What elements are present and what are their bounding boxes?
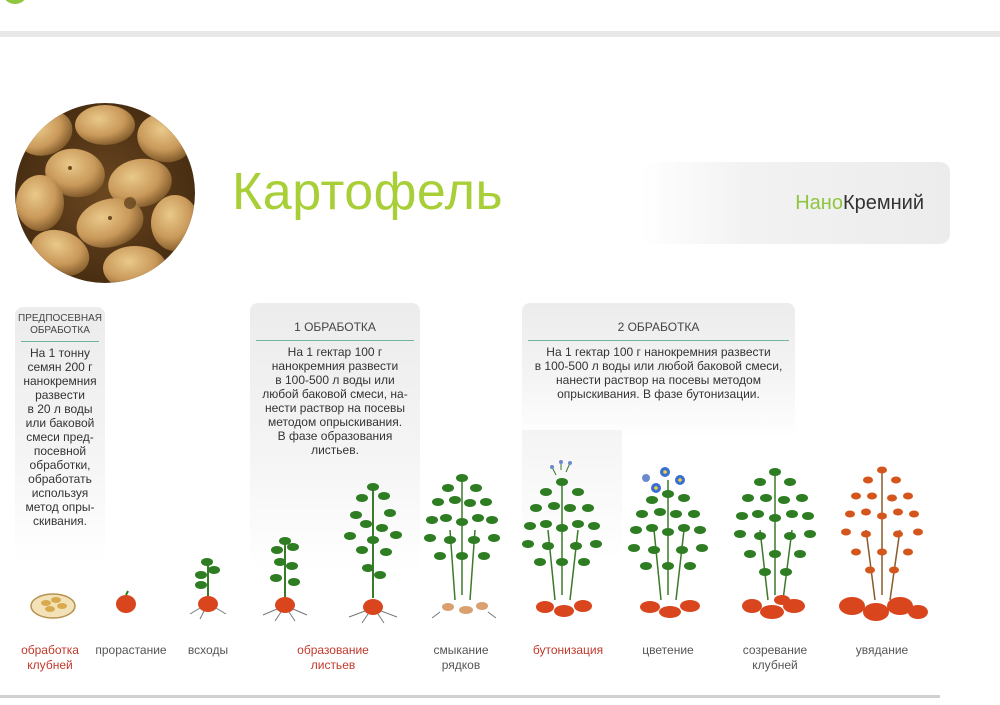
stage-label-tuber-treatment: обработка клубней [21,643,79,672]
stage-label-budding: бутонизация [532,643,604,657]
stage-leaf-formation-2 [344,483,402,623]
stage-tuber-ripening [734,468,816,619]
stage-label-leaf-formation: образование листьев [297,643,369,672]
stage-label-row-closure: смыкание рядков [433,643,489,672]
stage-label-emergence: всходы [187,643,229,657]
panel-pre-sowing-text: На 1 тонну семян 200 г нанокремния развести в 20 л воды или баковой смеси пред- посевной обработки, обработать используя метод опры- скивания. [23,346,97,528]
panel-second-treatment-text: На 1 гектар 100 г нанокремния развести в 100-500 л воды или любой баковой смеси, нанести раствор на посевы методом опрыскивания. В фазе бутонизации. [534,345,783,401]
stage-wilting [839,467,928,622]
bottom-divider [0,695,940,698]
panel-first-treatment-text: На 1 гектар 100 г нанокремния развести в 100-500 л воды или любой баковой смеси, на- нести раствор на посевы методом опрыскивания. В фазе образования листьев. [262,345,408,457]
page-title: Картофель [232,163,504,221]
panel-first-treatment-title: 1 ОБРАБОТКА [294,320,376,334]
stage-flowering [628,467,708,618]
stage-label-sprouting: прорастание [95,643,167,657]
stage-budding [522,460,602,617]
panel-pre-sowing-title: ПРЕДПОСЕВНАЯ ОБРАБОТКА [18,313,102,336]
stage-label-tuber-ripening: созревание клубней [742,643,808,672]
stage-emergence [190,558,226,619]
stage-sprouting [116,591,136,613]
brand-accent: Нано [795,192,843,214]
brand-rest: Кремний [842,192,924,214]
stage-row-closure [424,474,500,618]
stage-label-wilting: увядание [855,643,909,657]
stage-seed-tubers [31,594,75,618]
panel-second-treatment-title: 2 ОБРАБОТКА [617,320,700,334]
stage-leaf-formation-1 [263,537,307,621]
stage-label-flowering: цветение [642,643,694,657]
